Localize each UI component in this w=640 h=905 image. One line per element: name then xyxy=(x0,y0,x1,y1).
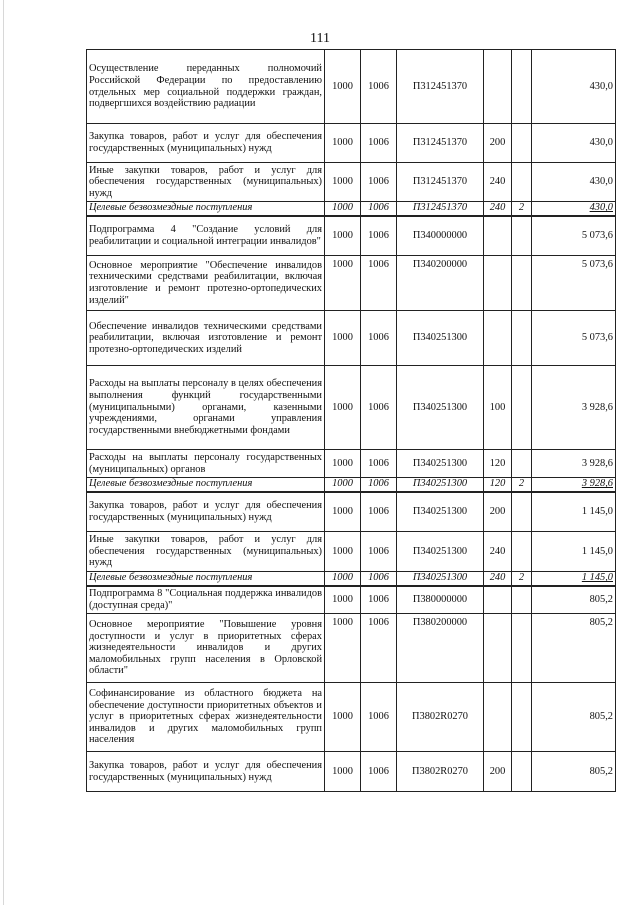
row-subsection: 1006 xyxy=(361,478,397,492)
row-sum: 1 145,0 xyxy=(532,492,616,532)
table-row-grant xyxy=(87,572,616,586)
row-target-article: П312451370 xyxy=(397,163,484,202)
row-kvsr xyxy=(512,50,532,124)
row-section: 1000 xyxy=(325,50,361,124)
row-name: Софинансирование из областного бюджета на обеспечение доступности приоритетных объектов и услуг в приоритетных сферах жизнедеятельности инвалидов и других маломобильных групп населения xyxy=(87,683,325,752)
row-sum: 5 073,6 xyxy=(532,216,616,256)
row-expense-type xyxy=(484,586,512,614)
row-expense-type xyxy=(484,311,512,366)
row-section: 1000 xyxy=(325,124,361,163)
row-section: 1000 xyxy=(325,256,361,311)
row-name: Основное мероприятие "Повышение уровня доступности и услуг в приоритетных сферах жизнедеятельности инвалидов и других маломобильных групп населения в Орловской области" xyxy=(87,614,325,683)
row-name: Целевые безвозмездные поступления xyxy=(87,202,325,216)
row-sum: 1 145,0 xyxy=(532,572,616,586)
row-sum: 3 928,6 xyxy=(532,478,616,492)
row-subsection: 1006 xyxy=(361,752,397,792)
row-section: 1000 xyxy=(325,614,361,683)
row-section: 1000 xyxy=(325,572,361,586)
row-name: Целевые безвозмездные поступления xyxy=(87,572,325,586)
row-target-article: П340251300 xyxy=(397,492,484,532)
row-target-article: П312451370 xyxy=(397,124,484,163)
row-kvsr xyxy=(512,163,532,202)
row-name: Иные закупки товаров, работ и услуг для обеспечения государственных (муниципальных) нужд xyxy=(87,532,325,572)
table-row xyxy=(87,532,616,572)
table-row xyxy=(87,492,616,532)
row-sum: 430,0 xyxy=(532,50,616,124)
row-expense-type xyxy=(484,216,512,256)
row-subsection: 1006 xyxy=(361,586,397,614)
row-section: 1000 xyxy=(325,366,361,450)
row-subsection: 1006 xyxy=(361,572,397,586)
row-expense-type: 120 xyxy=(484,478,512,492)
row-target-article: П340251300 xyxy=(397,311,484,366)
row-name: Расходы на выплаты персоналу государственных (муниципальных) органов xyxy=(87,450,325,478)
row-subsection: 1006 xyxy=(361,532,397,572)
row-name: Осуществление переданных полномочий Российской Федерации по предоставлению отдельных мер социальной поддержки граждан, подвергшихся воздействию радиации xyxy=(87,50,325,124)
row-subsection: 1006 xyxy=(361,216,397,256)
table-row xyxy=(87,683,616,752)
row-name: Основное мероприятие "Обеспечение инвалидов техническими средствами реабилитации, включая изготовление и ремонт протезно-ортопедических изделий" xyxy=(87,256,325,311)
row-kvsr xyxy=(512,216,532,256)
row-target-article: П312451370 xyxy=(397,202,484,216)
row-expense-type: 240 xyxy=(484,163,512,202)
row-kvsr xyxy=(512,450,532,478)
table-row xyxy=(87,752,616,792)
row-expense-type: 200 xyxy=(484,124,512,163)
row-subsection: 1006 xyxy=(361,124,397,163)
row-target-article: П3802R0270 xyxy=(397,683,484,752)
row-section: 1000 xyxy=(325,311,361,366)
row-sum: 3 928,6 xyxy=(532,366,616,450)
row-kvsr xyxy=(512,683,532,752)
table-row-grant xyxy=(87,202,616,216)
row-expense-type xyxy=(484,614,512,683)
row-kvsr xyxy=(512,614,532,683)
row-section: 1000 xyxy=(325,478,361,492)
row-section: 1000 xyxy=(325,532,361,572)
table-row xyxy=(87,50,616,124)
row-name: Целевые безвозмездные поступления xyxy=(87,478,325,492)
row-expense-type: 100 xyxy=(484,366,512,450)
row-kvsr: 2 xyxy=(512,478,532,492)
table-row xyxy=(87,124,616,163)
row-section: 1000 xyxy=(325,683,361,752)
row-subsection: 1006 xyxy=(361,202,397,216)
row-sum: 3 928,6 xyxy=(532,450,616,478)
row-target-article: П340251300 xyxy=(397,366,484,450)
row-subsection: 1006 xyxy=(361,366,397,450)
row-subsection: 1006 xyxy=(361,311,397,366)
row-kvsr xyxy=(512,532,532,572)
row-sum: 805,2 xyxy=(532,614,616,683)
table-row xyxy=(87,586,616,614)
row-section: 1000 xyxy=(325,752,361,792)
row-sum: 5 073,6 xyxy=(532,256,616,311)
table-row xyxy=(87,614,616,683)
row-subsection: 1006 xyxy=(361,256,397,311)
row-sum: 805,2 xyxy=(532,586,616,614)
row-target-article: П340251300 xyxy=(397,450,484,478)
row-subsection: 1006 xyxy=(361,683,397,752)
row-name: Подпрограмма 8 "Социальная поддержка инвалидов (доступная среда)" xyxy=(87,586,325,614)
table-row xyxy=(87,366,616,450)
table-row xyxy=(87,256,616,311)
row-expense-type xyxy=(484,256,512,311)
row-kvsr: 2 xyxy=(512,202,532,216)
row-expense-type: 200 xyxy=(484,752,512,792)
row-section: 1000 xyxy=(325,202,361,216)
row-sum: 430,0 xyxy=(532,124,616,163)
row-name: Подпрограмма 4 "Создание условий для реабилитации и социальной интеграции инвалидов" xyxy=(87,216,325,256)
row-expense-type xyxy=(484,50,512,124)
row-name: Расходы на выплаты персоналу в целях обеспечения выполнения функций государственными (муниципальными) органами, казенными учреждениями, органами управления государственными внебюджетными фондами xyxy=(87,366,325,450)
row-kvsr xyxy=(512,366,532,450)
row-target-article: П380200000 xyxy=(397,614,484,683)
row-kvsr xyxy=(512,311,532,366)
budget-table xyxy=(86,49,616,792)
row-target-article: П312451370 xyxy=(397,50,484,124)
row-expense-type: 240 xyxy=(484,572,512,586)
row-kvsr xyxy=(512,124,532,163)
row-name: Обеспечение инвалидов техническими средствами реабилитации, включая изготовление и ремонт протезно-ортопедических изделий xyxy=(87,311,325,366)
row-sum: 430,0 xyxy=(532,202,616,216)
row-kvsr: 2 xyxy=(512,572,532,586)
row-sum: 5 073,6 xyxy=(532,311,616,366)
row-subsection: 1006 xyxy=(361,492,397,532)
row-sum: 805,2 xyxy=(532,752,616,792)
row-expense-type: 120 xyxy=(484,450,512,478)
row-target-article: П340251300 xyxy=(397,478,484,492)
row-target-article: П380000000 xyxy=(397,586,484,614)
row-target-article: П340000000 xyxy=(397,216,484,256)
row-subsection: 1006 xyxy=(361,163,397,202)
row-sum: 805,2 xyxy=(532,683,616,752)
row-target-article: П340200000 xyxy=(397,256,484,311)
scan-edge-line xyxy=(3,0,4,905)
row-kvsr xyxy=(512,256,532,311)
row-sum: 430,0 xyxy=(532,163,616,202)
row-target-article: П3802R0270 xyxy=(397,752,484,792)
row-expense-type: 200 xyxy=(484,492,512,532)
row-name: Закупка товаров, работ и услуг для обеспечения государственных (муниципальных) нужд xyxy=(87,492,325,532)
row-sum: 1 145,0 xyxy=(532,532,616,572)
row-subsection: 1006 xyxy=(361,50,397,124)
row-kvsr xyxy=(512,492,532,532)
row-name: Иные закупки товаров, работ и услуг для обеспечения государственных (муниципальных) нужд xyxy=(87,163,325,202)
row-name: Закупка товаров, работ и услуг для обеспечения государственных (муниципальных) нужд xyxy=(87,124,325,163)
table-row-grant xyxy=(87,478,616,492)
row-section: 1000 xyxy=(325,163,361,202)
row-subsection: 1006 xyxy=(361,450,397,478)
table-row xyxy=(87,450,616,478)
row-target-article: П340251300 xyxy=(397,572,484,586)
table-row xyxy=(87,163,616,202)
row-target-article: П340251300 xyxy=(397,532,484,572)
row-section: 1000 xyxy=(325,450,361,478)
row-kvsr xyxy=(512,586,532,614)
row-section: 1000 xyxy=(325,586,361,614)
row-subsection: 1006 xyxy=(361,614,397,683)
row-expense-type xyxy=(484,683,512,752)
row-kvsr xyxy=(512,752,532,792)
row-section: 1000 xyxy=(325,216,361,256)
table-row xyxy=(87,216,616,256)
row-expense-type: 240 xyxy=(484,532,512,572)
row-name: Закупка товаров, работ и услуг для обеспечения государственных (муниципальных) нужд xyxy=(87,752,325,792)
page-number: 111 xyxy=(310,31,330,46)
row-expense-type: 240 xyxy=(484,202,512,216)
table-row xyxy=(87,311,616,366)
row-section: 1000 xyxy=(325,492,361,532)
